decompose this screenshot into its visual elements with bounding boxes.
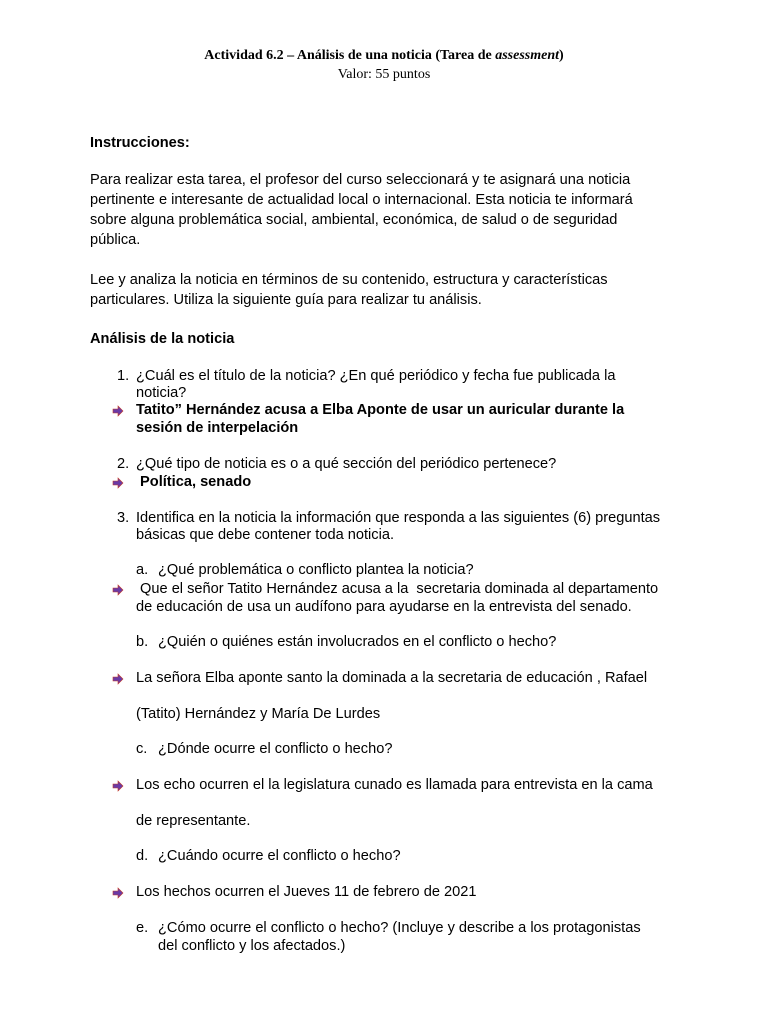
aa-line2: de educación de usa un audífono para ayudarse en la entrevista del senado. (136, 599, 632, 615)
ac-line2: de representante. (136, 813, 251, 829)
q3-number: 3. (117, 510, 130, 526)
qd-letter: d. (136, 848, 149, 864)
qb-letter: b. (136, 634, 149, 650)
q1-line2: noticia? (136, 385, 187, 401)
instructions-heading: Instrucciones: (90, 135, 190, 151)
instructions-para1-line3: sobre alguna problemática social, ambiental, económica, de salud o de seguridad (90, 212, 618, 228)
instructions-para2-line1: Lee y analiza la noticia en términos de su contenido, estructura y características (90, 272, 608, 288)
qa-letter: a. (136, 562, 149, 578)
q3-line1: Identifica en la noticia la información que responda a las siguientes (6) preguntas (136, 510, 661, 526)
q3-line2: básicas que debe contener toda noticia. (136, 527, 395, 543)
document-value: Valor: 55 puntos (337, 67, 431, 82)
aa-line1: Que el señor Tatito Hernández acusa a la secretaria dominada al departamento (136, 581, 659, 597)
arrow-bullet-icon (112, 887, 124, 899)
qe-line2: del conflicto y los afectados.) (158, 938, 346, 954)
ac-line1: Los echo ocurren el la legislatura cunado es llamada para entrevista en la cama (136, 777, 653, 793)
qd-text: ¿Cuándo ocurre el conflicto o hecho? (158, 848, 401, 864)
instructions-para1-line1: Para realizar esta tarea, el profesor del curso seleccionará y te asignará una noticia (90, 172, 631, 188)
q1-number: 1. (117, 368, 130, 384)
a1-line2: sesión de interpelación (136, 420, 299, 436)
a2-text: Política, senado (136, 474, 252, 490)
title-prefix: Actividad 6.2 – Análisis de una noticia (Tarea de (204, 48, 496, 63)
qc-text: ¿Dónde ocurre el conflicto o hecho? (158, 741, 393, 757)
qe-line1: ¿Cómo ocurre el conflicto o hecho? (Incluye y describe a los protagonistas (158, 920, 641, 936)
arrow-bullet-icon (112, 477, 124, 489)
a1-line1: Tatito” Hernández acusa a Elba Aponte de usar un auricular durante la (136, 402, 625, 418)
qc-letter: c. (136, 741, 148, 757)
q2-number: 2. (117, 456, 130, 472)
instructions-para1-line2: pertinente e interesante de actualidad local o internacional. Esta noticia te informará (90, 192, 633, 208)
arrow-bullet-icon (112, 673, 124, 685)
qa-text: ¿Qué problemática o conflicto plantea la noticia? (158, 562, 474, 578)
qe-letter: e. (136, 920, 149, 936)
title-italic: assessment (495, 48, 560, 63)
instructions-para2-line2: particulares. Utiliza la siguiente guía para realizar tu análisis. (90, 292, 482, 308)
document-title (0, 46, 768, 65)
arrow-bullet-icon (112, 780, 124, 792)
arrow-bullet-icon (112, 584, 124, 596)
ad-text: Los hechos ocurren el Jueves 11 de febrero de 2021 (136, 884, 477, 900)
q1-line1: ¿Cuál es el título de la noticia? ¿En qué periódico y fecha fue publicada la (136, 368, 616, 384)
ab-line1: La señora Elba aponte santo la dominada a la secretaria de educación , Rafael (136, 670, 648, 686)
q2-text: ¿Qué tipo de noticia es o a qué sección del periódico pertenece? (136, 456, 557, 472)
analysis-heading: Análisis de la noticia (90, 331, 235, 347)
instructions-para1-line4: pública. (90, 232, 141, 248)
qb-text: ¿Quién o quiénes están involucrados en el conflicto o hecho? (158, 634, 557, 650)
ab-line2: (Tatito) Hernández y María De Lurdes (136, 706, 381, 722)
title-suffix: ) (559, 48, 564, 63)
arrow-bullet-icon (112, 405, 124, 417)
